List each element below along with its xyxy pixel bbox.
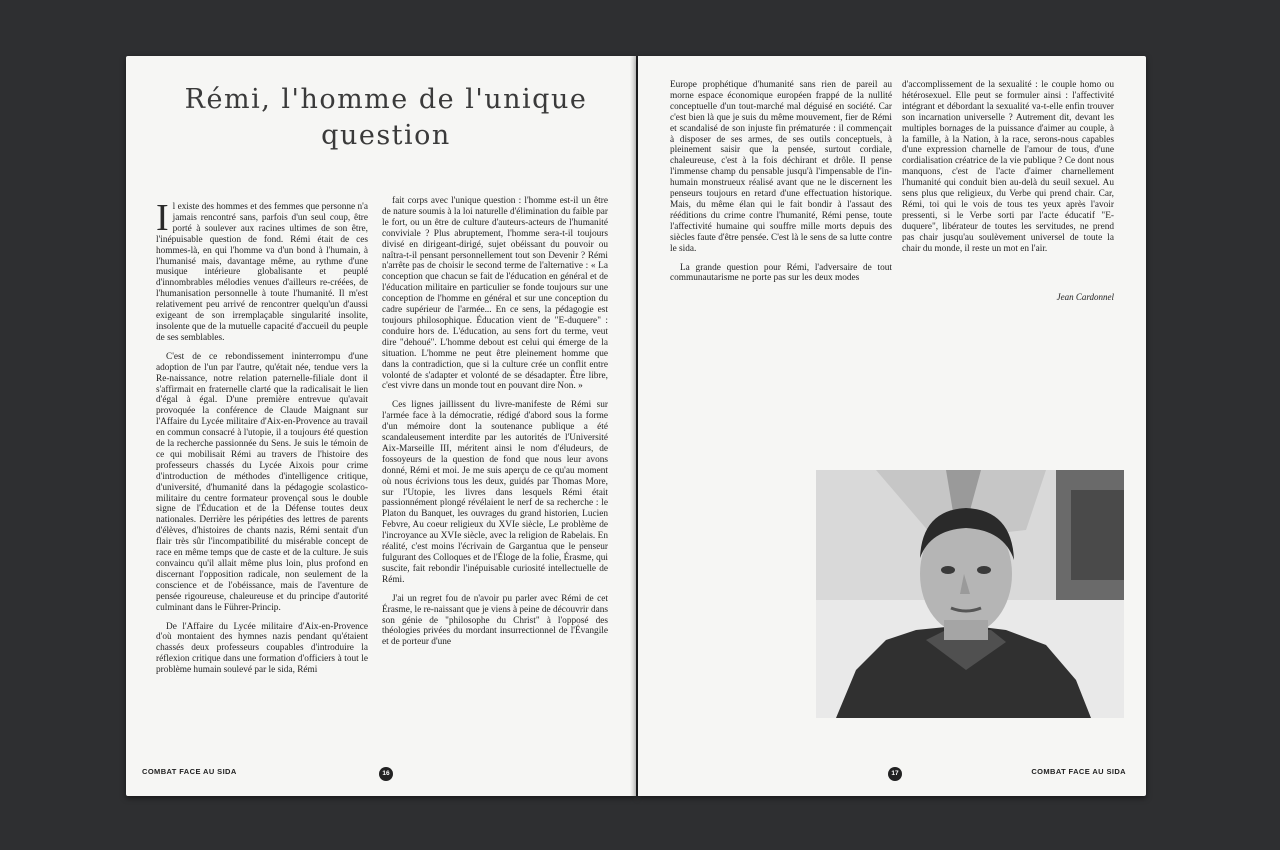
paragraph: Europe prophétique d'humanité sans rien de pareil au morne espace économique européen frappé de la nullité conceptuelle d'un tout-marché mal déguisé en société. Car c'est bien là que je suis du même mouvement, fier de Rémi et scandalisé de son injuste fin prématurée : il commençait à disposer de ses armes, de ses outils conceptuels, à pleinement saisir que la pensée, surtout cordiale, chaleureuse, c'est à la fois déchirant et drôle. Il pense l'immense champ du pensable jusqu'à l'impensable de l'in-humain monstrueux réalisé avant que ne le discernent les penseurs toujours en retard d'une effectuation historique. Mais, du même élan qui le fait bondir à l'assaut des rééditions du crime contre l'humanité, Rémi pense, toute l'affectivité humaine qui souffre mille morts depuis des siècles faute d'être pensée. C'est là le sens de sa lutte contre le sida. [670,80,892,254]
paragraph: De l'Affaire du Lycée militaire d'Aix-en-Provence d'où montaient des hymnes nazis pendant qu'étaient chassés deux professeurs coupables d'introduire la réflexion critique dans une formation d'officiers à tout le problème humain soulevé par le sida, Rémi [156,621,368,676]
drop-cap: I [156,202,169,239]
footer-label: COMBAT FACE AU SIDA [1031,767,1126,776]
author-signature: Jean Cardonnel [1056,292,1114,302]
page-number: 16 [379,767,393,781]
paragraph: C'est de ce rebondissement ininterrompu d'une adoption de l'un par l'autre, qu'était née, tendue vers la Re-naissance, notre relation paternelle-filiale dont il s'affirmait en fraternelle clarté que la radicalisait le lien d'égal à égal. D'une première entrevue qu'avait provoquée la conférence de Claude Maignant sur l'Affaire du Lycée militaire d'Aix-en-Provence au travail en commun consacré à l'utopie, il a toujours été question de la recherche passionnée du Sens. Je suis le témoin de ce qui mobilisait Rémi au travers de l'histoire des professeurs chassés du Lycée Aixois pour crime d'introduction de méthodes d'intelligence critique, d'université, d'humanité dans la pédagogie scolastico-militaire du centre formateur provençal sous le double signe de l'Éducation et de la Défense toutes deux nationales. Derrière les péripéties des lettres de parents d'élèves, d'histoires de chants nazis, Rémi sentait d'un flair très sûr l'incompatibilité du misérable concept de race en même temps que de caste et de la culture. Je suis convaincu qu'il allait même plus loin, plus profond en discernant l'opposition radicale, non seulement de la conscience et de l'obéissance, mais de l'aventure de pensée rigoureuse, chaleureuse et du principe d'autorité culminant dans le Führer-Princip. [156,351,368,613]
left-column-2 [382,196,608,722]
right-column-2 [902,80,1114,290]
left-page [126,56,636,796]
portrait-photo [816,470,1124,718]
magazine-spread [126,56,1146,796]
page-number: 17 [888,767,902,781]
paragraph: Ces lignes jaillissent du livre-manifeste de Rémi sur l'armée face à la démocratie, rédigé d'abord sous la forme d'un mémoire dont la soutenance publique a été scandaleusement interdite par les autorités de l'Université Aix-Marseille III, méritent ainsi le nom d'éludeurs, de fossoyeurs de la question de fond que nous leur avons donné, Rémi et moi. Je me suis aperçu de ce qu'au moment où nous écrivions tous les deux, guidés par Thomas More, sur l'Utopie, les livres dans lesquels Rémi était passionnément plongé révélaient le nerf de sa recherche : le Platon du Banquet, les ouvrages du grand historien, Lucien Febvre, Au coeur religieux du XVIe siècle, Le problème de l'incroyance au XVIe siècle, avec la religion de Rabelais. En réalité, c'est moins l'écrivain de Gargantua que le penseur fulgurant des Colloques et de l'Éloge de la folie, Érasme, qui suscite, fait rebondir l'inépuisable curiosité intellectuelle de Rémi. [382,400,608,585]
footer-label: COMBAT FACE AU SIDA [142,767,237,776]
paragraph: l existe des hommes et des femmes que personne n'a jamais rencontré sans, parfois d'un seul coup, être porté à soulever aux racines ultimes de son être, l'inépuisable question de fond. Rémi était de ces hommes-là, en qui l'homme va d'un bond à l'humain, à l'humanisé mais, davantage même, au rythme d'une musique intérieure globalisante et peuplé d'innombrables mélodies venues d'ailleurs re-créées, de l'humanisation personnelle à toute l'humanité. Il m'est relativement peu arrivé de rencontrer quelqu'un d'aussi exigeant de son irremplaçable singularité insolite, insolente que de la mutuelle capacité d'accueil du peuple de ses semblables. [156,202,368,343]
left-column-1 [156,202,368,722]
right-column-1 [670,80,892,302]
portrait-illustration [816,470,1124,718]
paragraph: d'accomplissement de la sexualité : le couple homo ou hétérosexuel. Elle peut se formuler ainsi : l'affectivité intégrant et débordant la sexualité va-t-elle enfin trouver son incarnation universelle ? Autrement dit, devant les multiples bornages de la puissance d'aimer au couple, à la famille, à la Nation, à la race, serons-nous capables d'une expression charnelle de l'amour de tous, d'une cordialisation créatrice de la vie publique ? Ce dont nous manquons, c'est de l'acte d'aimer charnellement l'humanité qui conduit bien au-delà du seuil sexuel. Au sens plus que religieux, du Verbe qui prend chair. Car, Rémi, toi qui le vois de tous tes yeux après l'avoir pressenti, si le Verbe sorti par l'acte éducatif "E-duquere", libérateur de toutes les servitudes, ne prend pas chair jusqu'au soulèvement universel de toute la chair du monde, il reste un mot en l'air. [902,80,1114,254]
paragraph: fait corps avec l'unique question : l'homme est-il un être de nature soumis à la loi naturelle d'élimination du faible par le fort, ou un être de culture d'auteurs-acteurs de l'humanité conviviale ? Plus abruptement, l'homme sera-t-il toujours divisé en dirigeant-dirigé, sujet obéissant du pouvoir ou naîtra-t-il pensant personnellement tout son Devenir ? Rémi n'arrête pas de choisir le second terme de l'alternative : « La conception que chacun se fait de l'éducation en général et de l'éducation militaire en particulier se fonde toujours sur une conception de l'homme en général et sur une conception du cadre supérieur de l'armée... En ce sens, la pédagogie est toujours philosophique. Éducation vient de "E-duquere" : conduire hors de. L'éducation, au sens fort du terme, veut dire "dehoué". L'homme debout est celui qui émerge de la situation. L'homme ne peut être pleinement homme que dans la contradiction, que si la culture crée un conflit entre volonté de s'adapter et volonté de se désadapter. Être libre, c'est vivre dans un monde tout en pouvant dire Non. » [382,196,608,392]
article-title: Rémi, l'homme de l'unique question [184,84,588,151]
paragraph: La grande question pour Rémi, l'adversaire de tout communautarisme ne porte pas sur les deux modes [670,262,892,284]
right-page [638,56,1146,796]
paragraph: J'ai un regret fou de n'avoir pu parler avec Rémi de cet Érasme, le re-naissant que je viens à peine de découvrir dans son génie de "philosophe du Christ" à l'opposé des théologies privées du mordant insurrectionnel de l'Évangile et de porteur d'une [382,593,608,648]
